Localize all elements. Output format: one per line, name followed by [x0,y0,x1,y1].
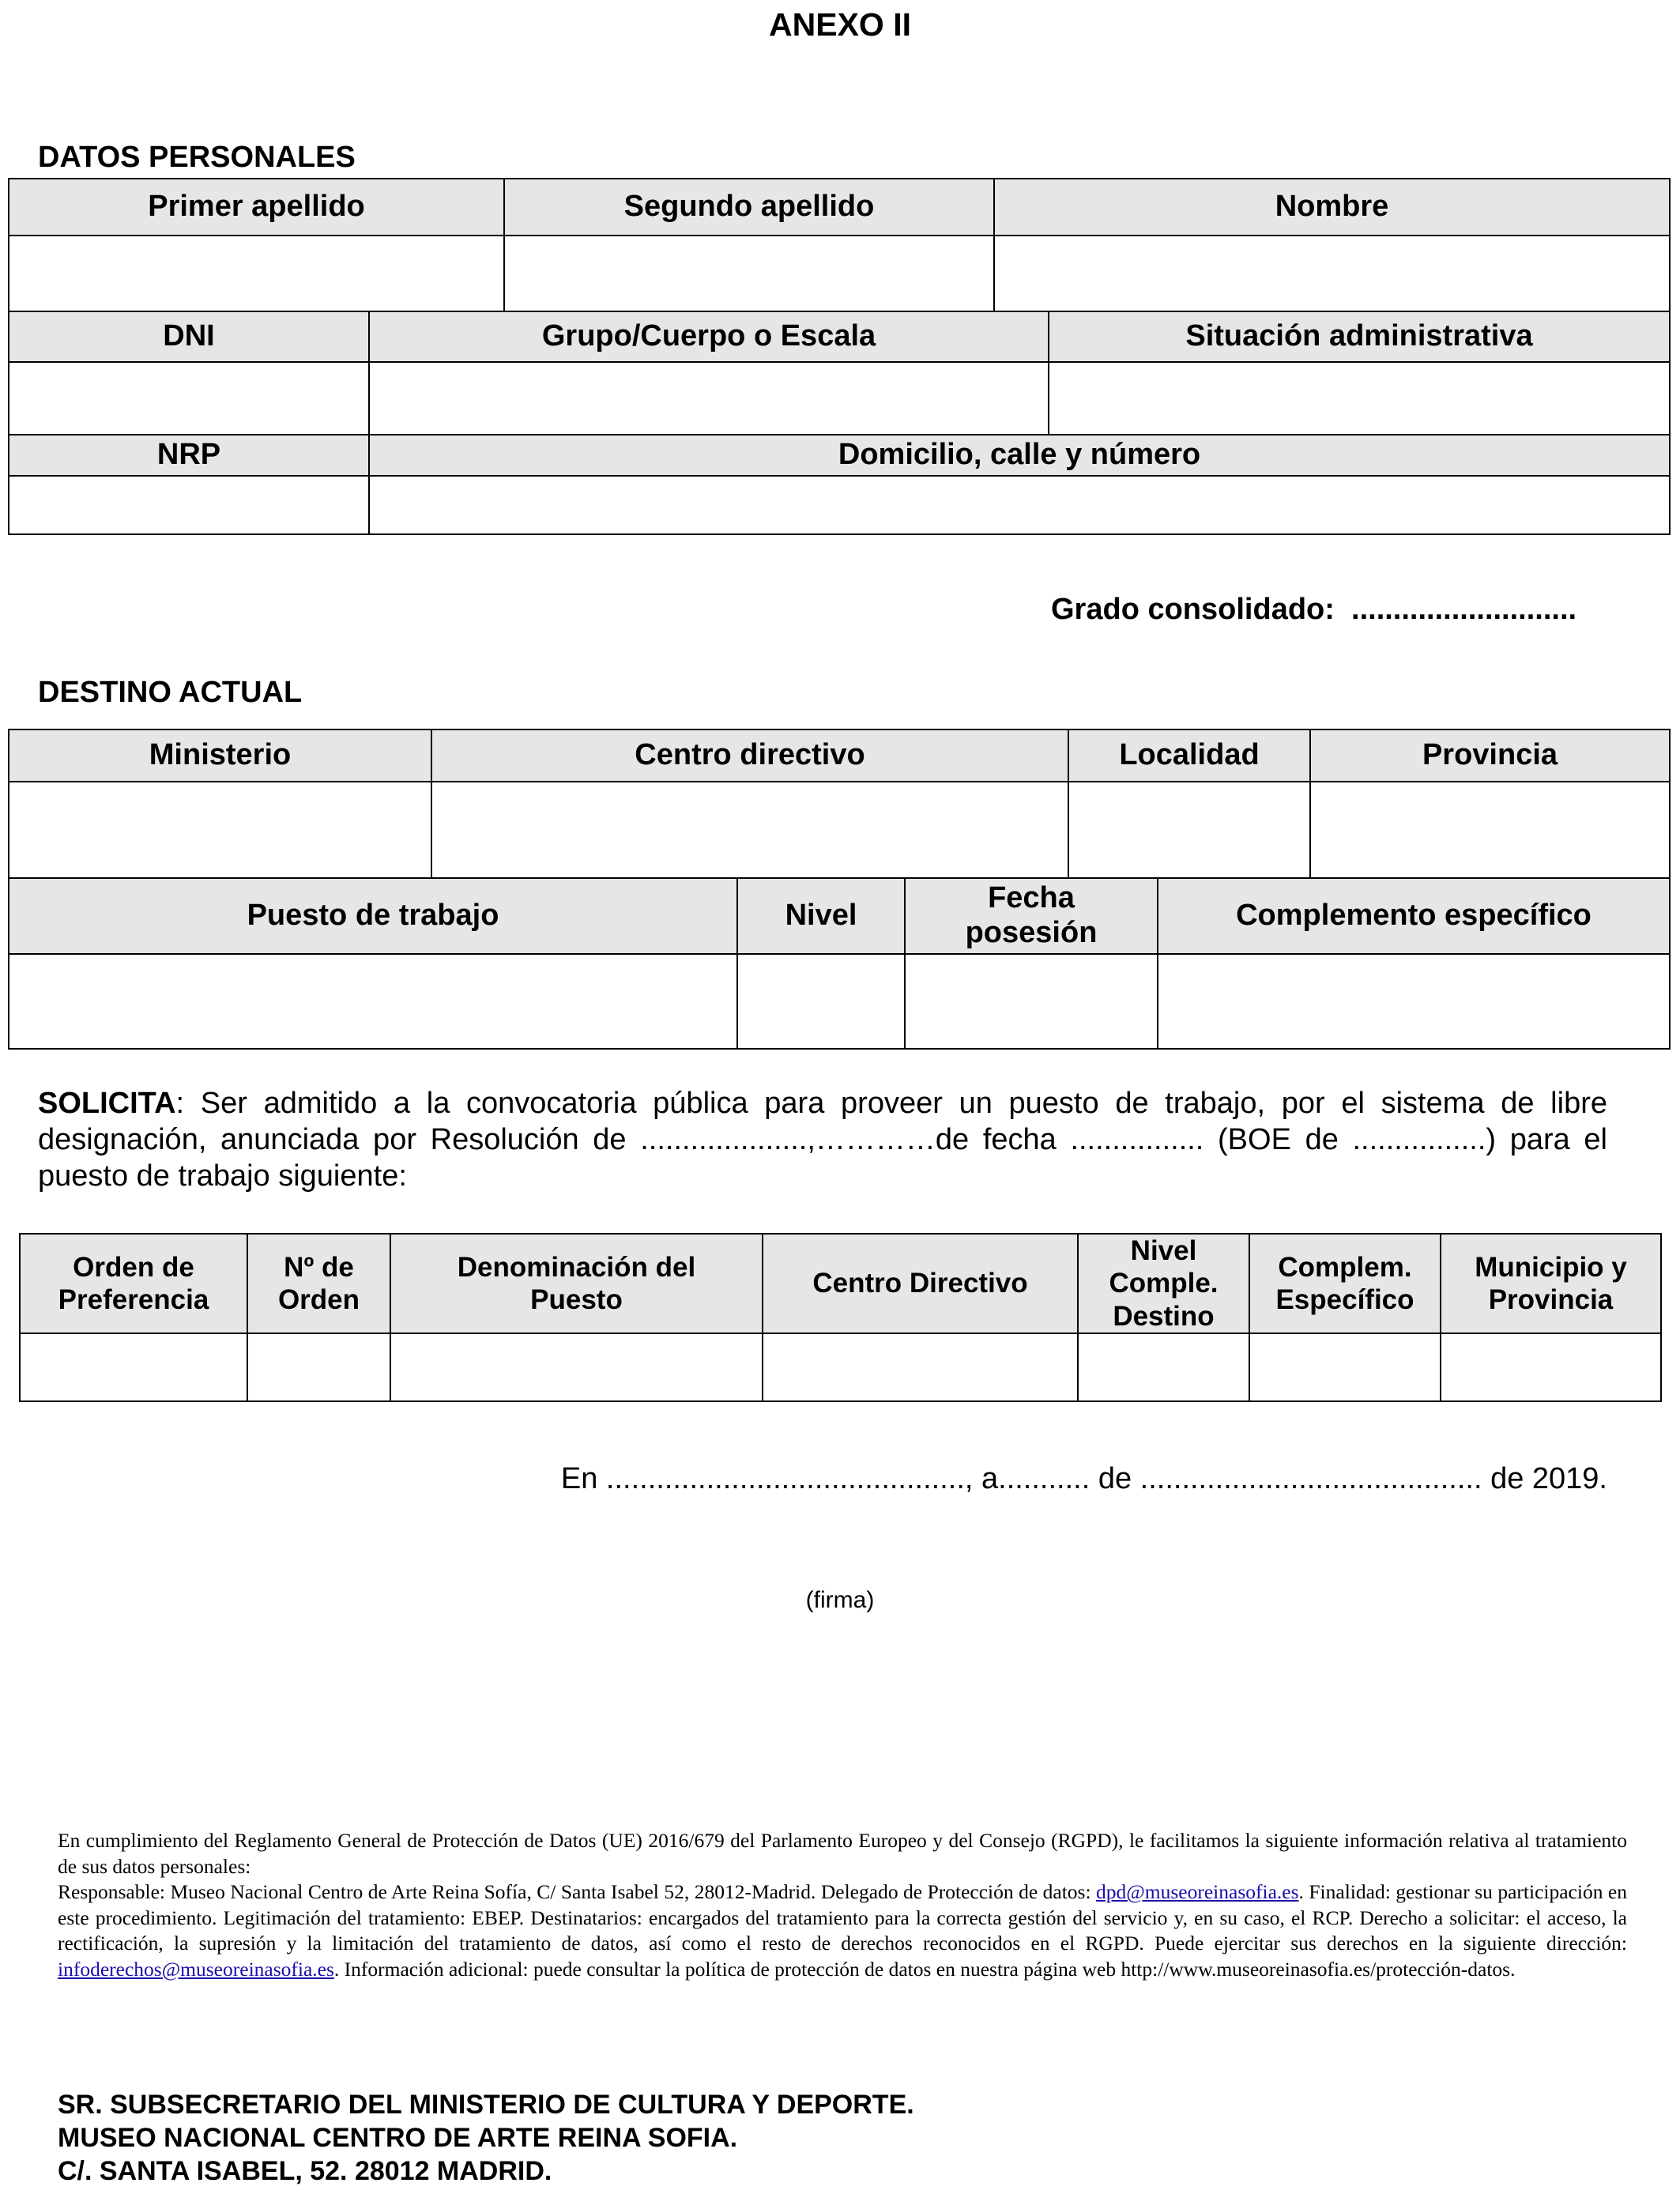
dni-header: DNI [8,311,370,363]
localidad-cell[interactable] [1068,781,1311,879]
solicita-text: : Ser admitido a la convocatoria pública para proveer un puesto de trabajo, por el sistema de libre designación, anunciada por Resolución de ....................,…………de fecha ................ (BOE de ................) para el puesto de trabajo siguiente: [38,1087,1607,1193]
legal-informacion-adicional: . Información adicional: puede consultar la política de protección de datos en nuestra página web http://www.museoreinasofia.es/protección-datos. [333,1957,1516,1981]
complem-especifico-input[interactable] [1250,1334,1440,1400]
datos-personales-heading: DATOS PERSONALES [38,141,356,174]
dpd-email-link[interactable]: dpd@museoreinasofia.es [1096,1880,1299,1903]
complemento-especifico-cell[interactable] [1157,953,1671,1050]
solicita-label: SOLICITA [38,1087,176,1120]
legal-finalidad: . Finalidad: gestionar su participación en este procedimiento. Legitimación del tratamiento: EBEP. Destinatarios: encargados del tratamiento para la correcta gestión del servicio y, en su caso, el RCP. Derecho a solicitar: el acceso, la rectificación, la supresión y la limitación del tratamiento de datos, así como el resto de derechos reconocidos en el RGPD. Puede ejercitar sus derechos en la siguiente dirección: [58,1880,1627,1955]
grupo-cuerpo-input[interactable] [370,363,1048,434]
centro-directivo-col-input[interactable] [763,1334,1077,1400]
situacion-administrativa-header: Situación administrativa [1048,311,1671,363]
segundo-apellido-cell[interactable] [503,235,995,312]
centro-directivo-input[interactable] [432,782,1068,877]
primer-apellido-header: Primer apellido [8,178,505,236]
ministerio-cell[interactable] [8,781,432,879]
nombre-input[interactable] [995,236,1669,311]
provincia-input[interactable] [1311,782,1669,877]
puesto-trabajo-input[interactable] [9,955,736,1048]
localidad-header: Localidad [1068,729,1311,782]
complem-especifico-cell[interactable] [1249,1333,1441,1402]
segundo-apellido-header: Segundo apellido [503,178,995,236]
segundo-apellido-input[interactable] [505,236,993,311]
denominacion-puesto-cell[interactable] [390,1333,763,1402]
centro-directivo-col-cell[interactable] [762,1333,1079,1402]
infoderechos-email-link[interactable]: infoderechos@museoreinasofia.es [58,1957,334,1981]
nrp-header: NRP [8,434,370,477]
domicilio-cell[interactable] [368,475,1671,535]
page-title: ANEXO II [769,6,911,43]
nivel-cell[interactable] [736,953,906,1050]
fecha-posesion-header: Fecha posesión [904,877,1158,955]
nivel-comple-destino-cell[interactable] [1077,1333,1250,1402]
municipio-provincia-header: Municipio y Provincia [1440,1233,1662,1334]
centro-directivo-header: Centro directivo [431,729,1069,782]
denominacion-puesto-header: Denominación del Puesto [390,1233,763,1334]
primer-apellido-input[interactable] [9,236,503,311]
orden-preferencia-input[interactable] [21,1334,247,1400]
complemento-especifico-header: Complemento específico [1157,877,1671,955]
complem-especifico-header: Complem. Específico [1249,1233,1441,1334]
provincia-header: Provincia [1309,729,1671,782]
nivel-comple-destino-header: Nivel Comple. Destino [1077,1233,1250,1334]
nivel-comple-destino-input[interactable] [1079,1334,1249,1400]
numero-orden-input[interactable] [248,1334,390,1400]
municipio-provincia-input[interactable] [1441,1334,1660,1400]
nivel-input[interactable] [738,955,904,1048]
lugar-fecha-line[interactable]: En ..........................................., a........... de ......................................... de 2019. [560,1462,1607,1495]
destino-actual-heading: DESTINO ACTUAL [38,676,303,709]
address-line-3: C/. SANTA ISABEL, 52. 28012 MADRID. [58,2156,552,2186]
address-line-2: MUSEO NACIONAL CENTRO DE ARTE REINA SOFIA. [58,2123,738,2153]
dni-input[interactable] [9,363,368,434]
orden-preferencia-cell[interactable] [19,1333,248,1402]
proteccion-datos-notice [58,1828,1627,1982]
domicilio-input[interactable] [370,477,1669,533]
legal-responsable: Responsable: Museo Nacional Centro de Arte Reina Sofía, C/ Santa Isabel 52, 28012-Madrid. Delegado de Protección de datos: [58,1880,1097,1903]
nrp-cell[interactable] [8,475,370,535]
fecha-posesion-cell[interactable] [904,953,1158,1050]
domicilio-header: Domicilio, calle y número [368,434,1671,477]
ministerio-header: Ministerio [8,729,432,782]
complemento-especifico-input[interactable] [1158,955,1669,1048]
primer-apellido-cell[interactable] [8,235,505,312]
puesto-trabajo-header: Puesto de trabajo [8,877,738,955]
nrp-input[interactable] [9,477,368,533]
numero-orden-cell[interactable] [247,1333,391,1402]
nivel-header: Nivel [736,877,906,955]
municipio-provincia-cell[interactable] [1440,1333,1662,1402]
puesto-trabajo-cell[interactable] [8,953,738,1050]
legal-intro: En cumplimiento del Reglamento General de Protección de Datos (UE) 2016/679 del Parlamento Europeo y del Consejo (RGPD), le facilitamos la siguiente información relativa al tratamiento de sus datos personales: [58,1829,1627,1878]
grupo-cuerpo-cell[interactable] [368,361,1049,435]
orden-preferencia-header: Orden de Preferencia [19,1233,248,1334]
solicita-paragraph [38,1085,1607,1194]
firma-label: (firma) [805,1587,875,1613]
address-line-1: SR. SUBSECRETARIO DEL MINISTERIO DE CULTURA Y DEPORTE. [58,2090,914,2120]
fecha-posesion-input[interactable] [906,955,1157,1048]
dni-cell[interactable] [8,361,370,435]
grupo-cuerpo-header: Grupo/Cuerpo o Escala [368,311,1049,363]
situacion-administrativa-input[interactable] [1049,363,1669,434]
localidad-input[interactable] [1069,782,1309,877]
centro-directivo-cell[interactable] [431,781,1069,879]
grado-consolidado[interactable]: Grado consolidado: ........................... [1051,593,1577,626]
numero-orden-header: Nº de Orden [247,1233,391,1334]
provincia-cell[interactable] [1309,781,1671,879]
nombre-header: Nombre [993,178,1671,236]
centro-directivo-col-header: Centro Directivo [762,1233,1079,1334]
situacion-administrativa-cell[interactable] [1048,361,1671,435]
ministerio-input[interactable] [9,782,431,877]
nombre-cell[interactable] [993,235,1671,312]
denominacion-puesto-input[interactable] [391,1334,762,1400]
